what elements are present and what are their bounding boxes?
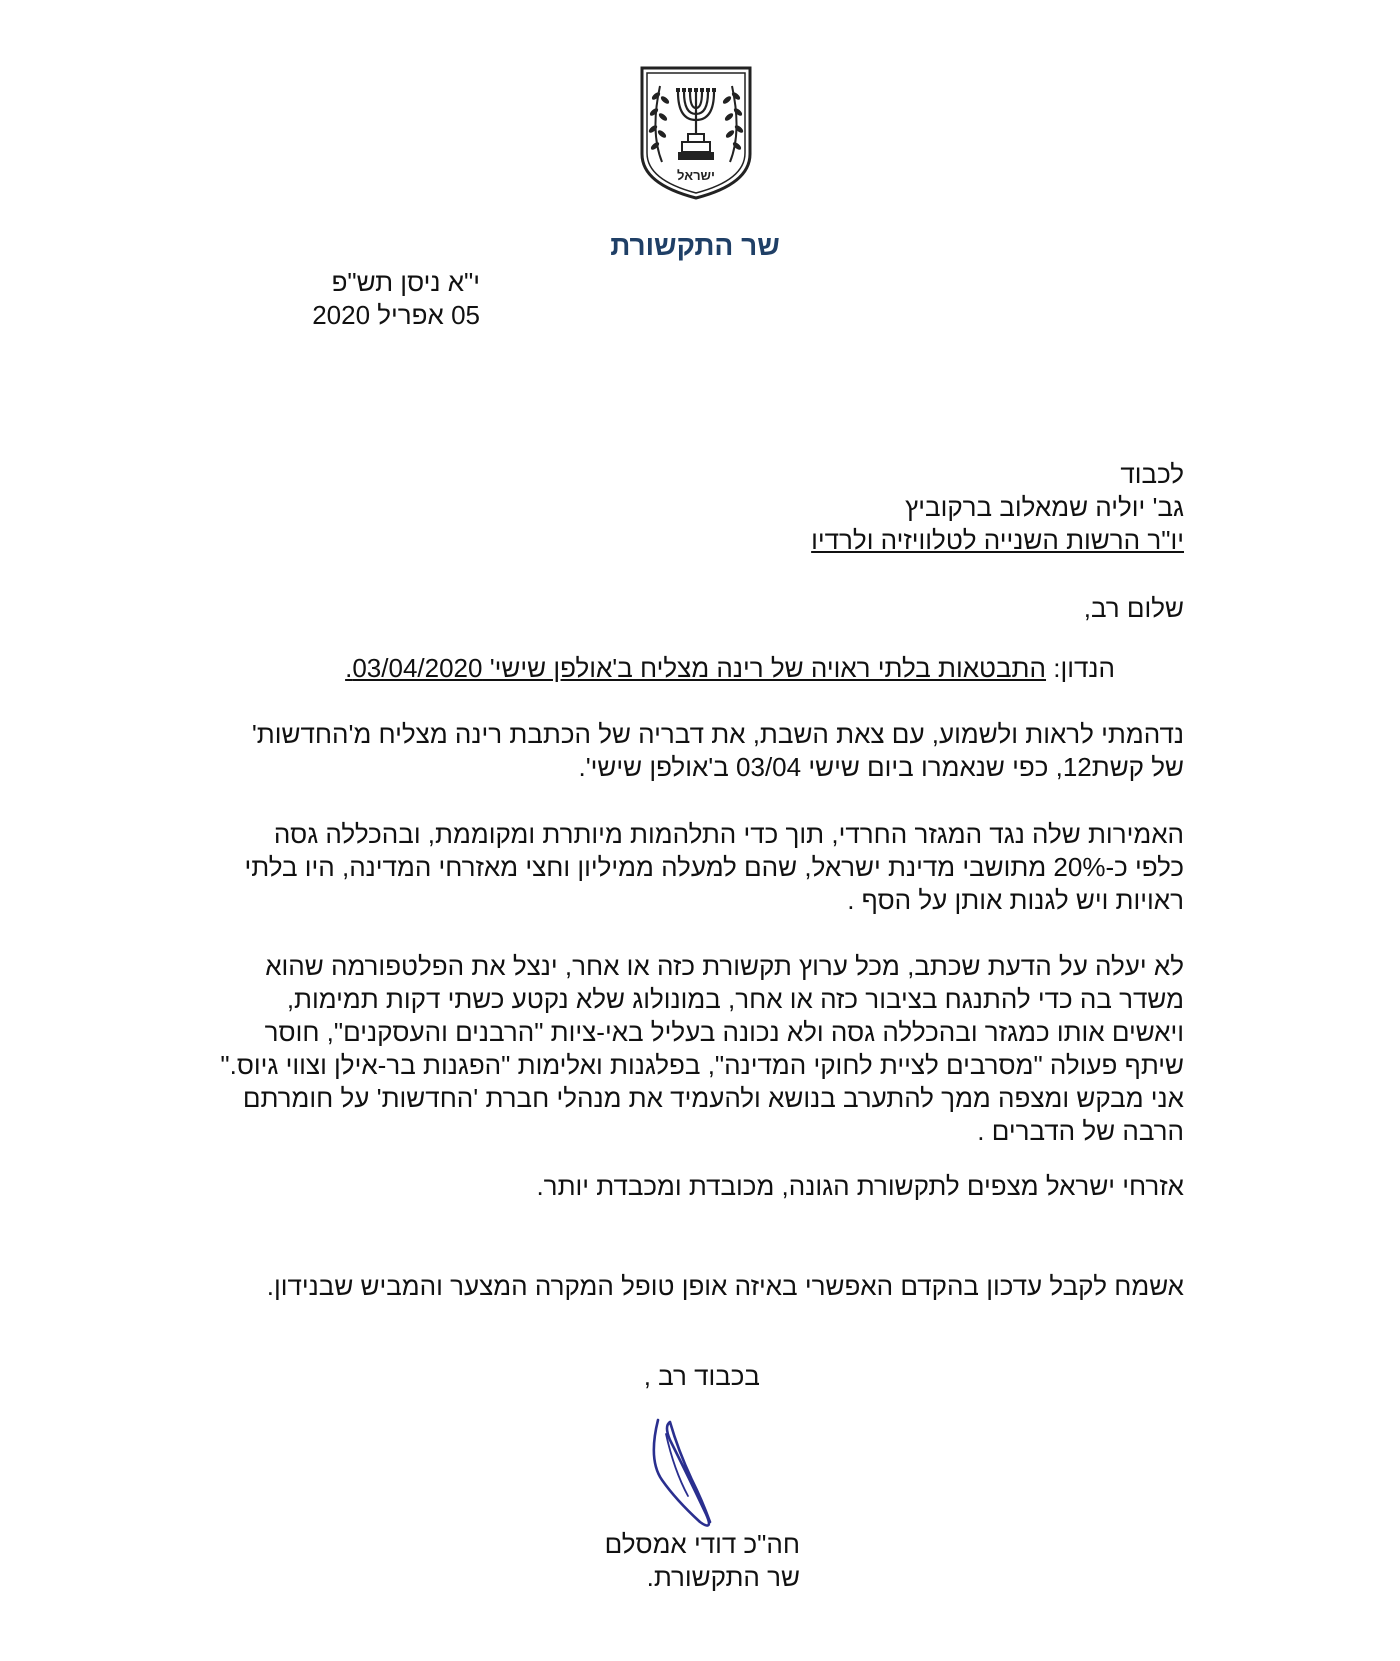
body-paragraph-2 (204, 818, 1184, 917)
signer-block (560, 1528, 800, 1594)
handwritten-signature (640, 1410, 730, 1540)
hebrew-date: י"א ניסן תש"פ (331, 267, 480, 297)
paragraph-line: כלפי כ-20% מתושבי מדינת ישראל, שהם למעלה ממיליון וחצי מאזרחי המדינה, היו בלתי (244, 852, 1184, 882)
greeting: שלום רב, (1083, 593, 1184, 623)
signer-name: חה"כ דודי אמסלם (604, 1529, 800, 1559)
recipient-block (204, 458, 1184, 557)
paragraph-line: שיתף פעולה "מסרבים לציית לחוקי המדינה", בפלגנות ואלימות "הפגנות בר-אילן וצווי גיוס." (220, 1050, 1184, 1080)
recipient-title: יו"ר הרשות השנייה לטלוויזיה ולרדיו (811, 525, 1184, 555)
body-paragraph-5: אשמח לקבל עדכון בהקדם האפשרי באיזה אופן טופל המקרה המצער והמביש שבנידון. (266, 1271, 1184, 1301)
paragraph-line: ויאשים אותו כמגזר ובהכללה גסה ולא נכונה בעליל באי-ציות "הרבנים והעסקנים", חוסר (264, 1017, 1184, 1047)
body-paragraph-3 (204, 950, 1184, 1148)
state-emblem-icon (636, 62, 756, 202)
closing: בכבוד רב , (643, 1361, 760, 1391)
svg-text:ישראל: ישראל (677, 168, 715, 183)
signer-role: שר התקשורת. (646, 1562, 800, 1592)
gregorian-date: 05 אפריל 2020 (312, 300, 480, 330)
date-block (180, 266, 480, 332)
paragraph-line: נדהמתי לראות ולשמוע, עם צאת השבת, את דבריה של הכתבת רינה מצליח מ'החדשות' (251, 719, 1184, 749)
paragraph-line: אני מבקש ומצפה ממך להתערב בנושא ולהעמיד את מנהלי חברת 'החדשות' על חומרתם (242, 1083, 1184, 1113)
body-paragraph-1 (204, 718, 1184, 784)
recipient-salutation: לכבוד (1120, 459, 1184, 489)
subject-label: הנדון: (1053, 653, 1115, 683)
paragraph-line: ראויות ויש לגנות אותן על הסף . (847, 885, 1184, 915)
office-title: שר התקשורת (610, 230, 780, 261)
subject-text: התבטאות בלתי ראויה של רינה מצליח ב'אולפן שישי' 03/04/2020. (345, 653, 1047, 683)
body-paragraph-4: אזרחי ישראל מצפים לתקשורת הגונה, מכובדת ומכבדת יותר. (536, 1171, 1184, 1201)
paragraph-line: של קשת12, כפי שנאמרו ביום שישי 03/04 ב'אולפן שישי'. (578, 752, 1184, 782)
paragraph-line: האמירות שלה נגד המגזר החרדי, תוך כדי התלהמות מיותרת ומקוממת, ובהכללה גסה (273, 819, 1184, 849)
paragraph-line: לא יעלה על הדעת שכתב, מכל ערוץ תקשורת כזה או אחר, ינצל את הפלטפורמה שהוא (265, 951, 1184, 981)
subject-line (345, 652, 1115, 685)
paragraph-line: משדר בה כדי להתנגח בציבור כזה או אחר, במונולוג שלא נקטע כשתי דקות תמימות, (286, 984, 1184, 1014)
paragraph-line: הרבה של הדברים . (977, 1116, 1184, 1146)
recipient-name: גב' יוליה שמאלוב ברקוביץ (905, 492, 1184, 522)
